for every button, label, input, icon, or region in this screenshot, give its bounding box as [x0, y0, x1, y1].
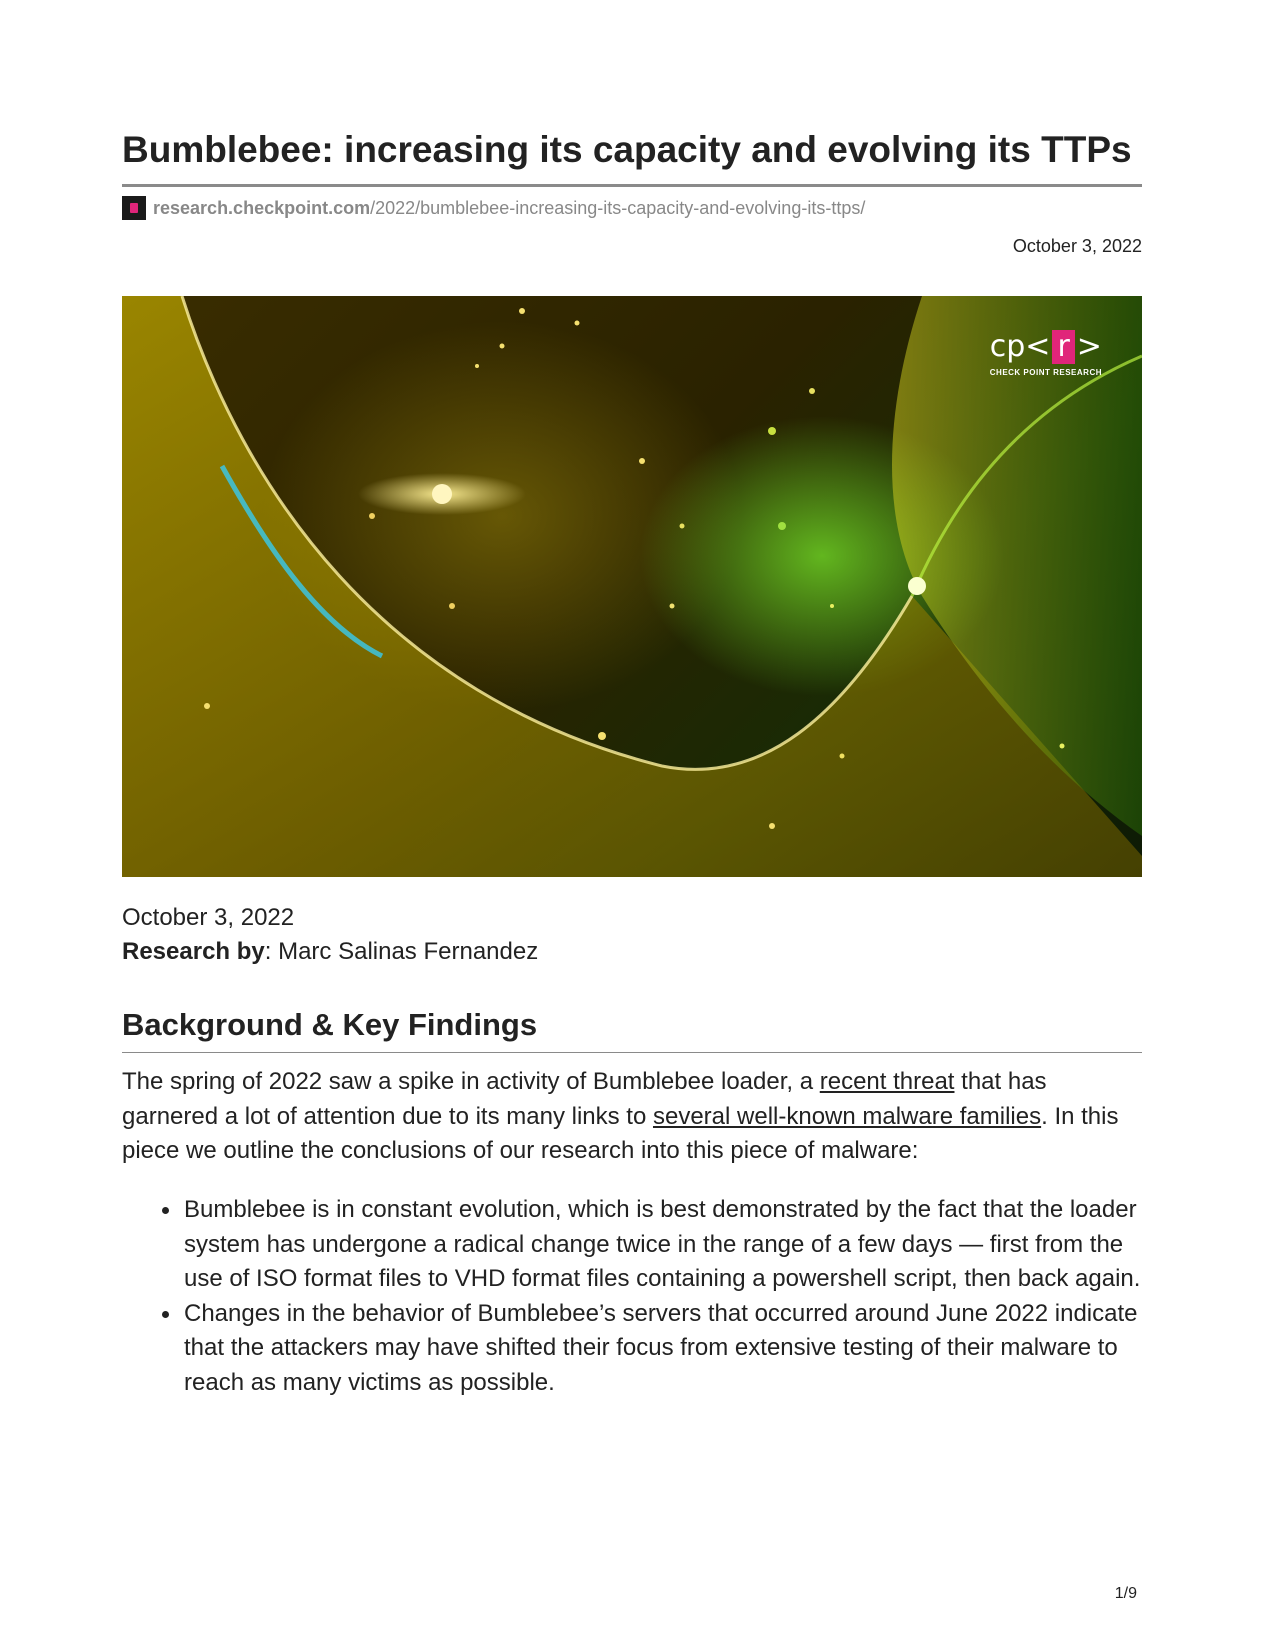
publish-date: October 3, 2022	[122, 904, 295, 931]
logo-subtitle: CHECK POINT RESEARCH	[989, 368, 1102, 377]
page-number: 1/9	[1114, 1585, 1137, 1602]
logo-cp: cp<	[989, 329, 1051, 364]
section-divider	[122, 1052, 1142, 1053]
article-title: Bumblebee: increasing its capacity and evolving its TTPs	[122, 129, 1132, 170]
logo-bracket: >	[1076, 329, 1102, 364]
recent-threat-link[interactable]: recent threat	[819, 1068, 955, 1095]
source-url[interactable]	[153, 198, 865, 219]
site-favicon-icon	[122, 196, 146, 220]
hero-image	[122, 296, 1142, 877]
research-by-label: Research by	[122, 938, 265, 965]
logo-r: r	[1052, 330, 1074, 364]
header-date: October 3, 2022	[1012, 236, 1142, 256]
para-text-2: that has garnered a lot of attention due to its many links to	[122, 1068, 1047, 1130]
author-line	[122, 937, 538, 967]
cpr-logo	[990, 330, 1102, 377]
list-item-text: Changes in the behavior of Bumblebee’s servers that occurred around June 2022 indicate that the attackers may have shifted their focus from extensive testing of their malware to reach as many victims as possible.	[184, 1299, 1138, 1396]
intro-paragraph	[122, 1065, 1142, 1169]
section-heading: Background & Key Findings	[122, 1007, 538, 1042]
key-findings-list	[122, 1193, 1142, 1400]
author-name: : Marc Salinas Fernandez	[264, 938, 539, 965]
para-text-1: The spring of 2022 saw a spike in activity of Bumblebee loader, a	[122, 1068, 820, 1095]
para-text-3: . In this piece we outline the conclusions of our research into this piece of malware:	[122, 1102, 1119, 1164]
title-divider	[122, 184, 1142, 187]
bullet-icon	[162, 1207, 169, 1214]
source-domain: research.checkpoint.com	[153, 197, 371, 218]
hero-particle-art	[122, 296, 1142, 877]
list-item	[184, 1297, 1142, 1401]
malware-families-link[interactable]: several well-known malware families	[652, 1102, 1042, 1130]
source-path: /2022/bumblebee-increasing-its-capacity-and-evolving-its-ttps/	[370, 197, 866, 218]
bullet-icon	[162, 1311, 169, 1318]
list-item-text: Bumblebee is in constant evolution, which is best demonstrated by the fact that the loader system has undergone a radical change twice in the range of a few days — first from the use of ISO format files to VHD format files containing a powershell script, then back again.	[184, 1196, 1141, 1292]
list-item	[184, 1193, 1142, 1297]
source-url-row[interactable]	[122, 195, 1142, 221]
